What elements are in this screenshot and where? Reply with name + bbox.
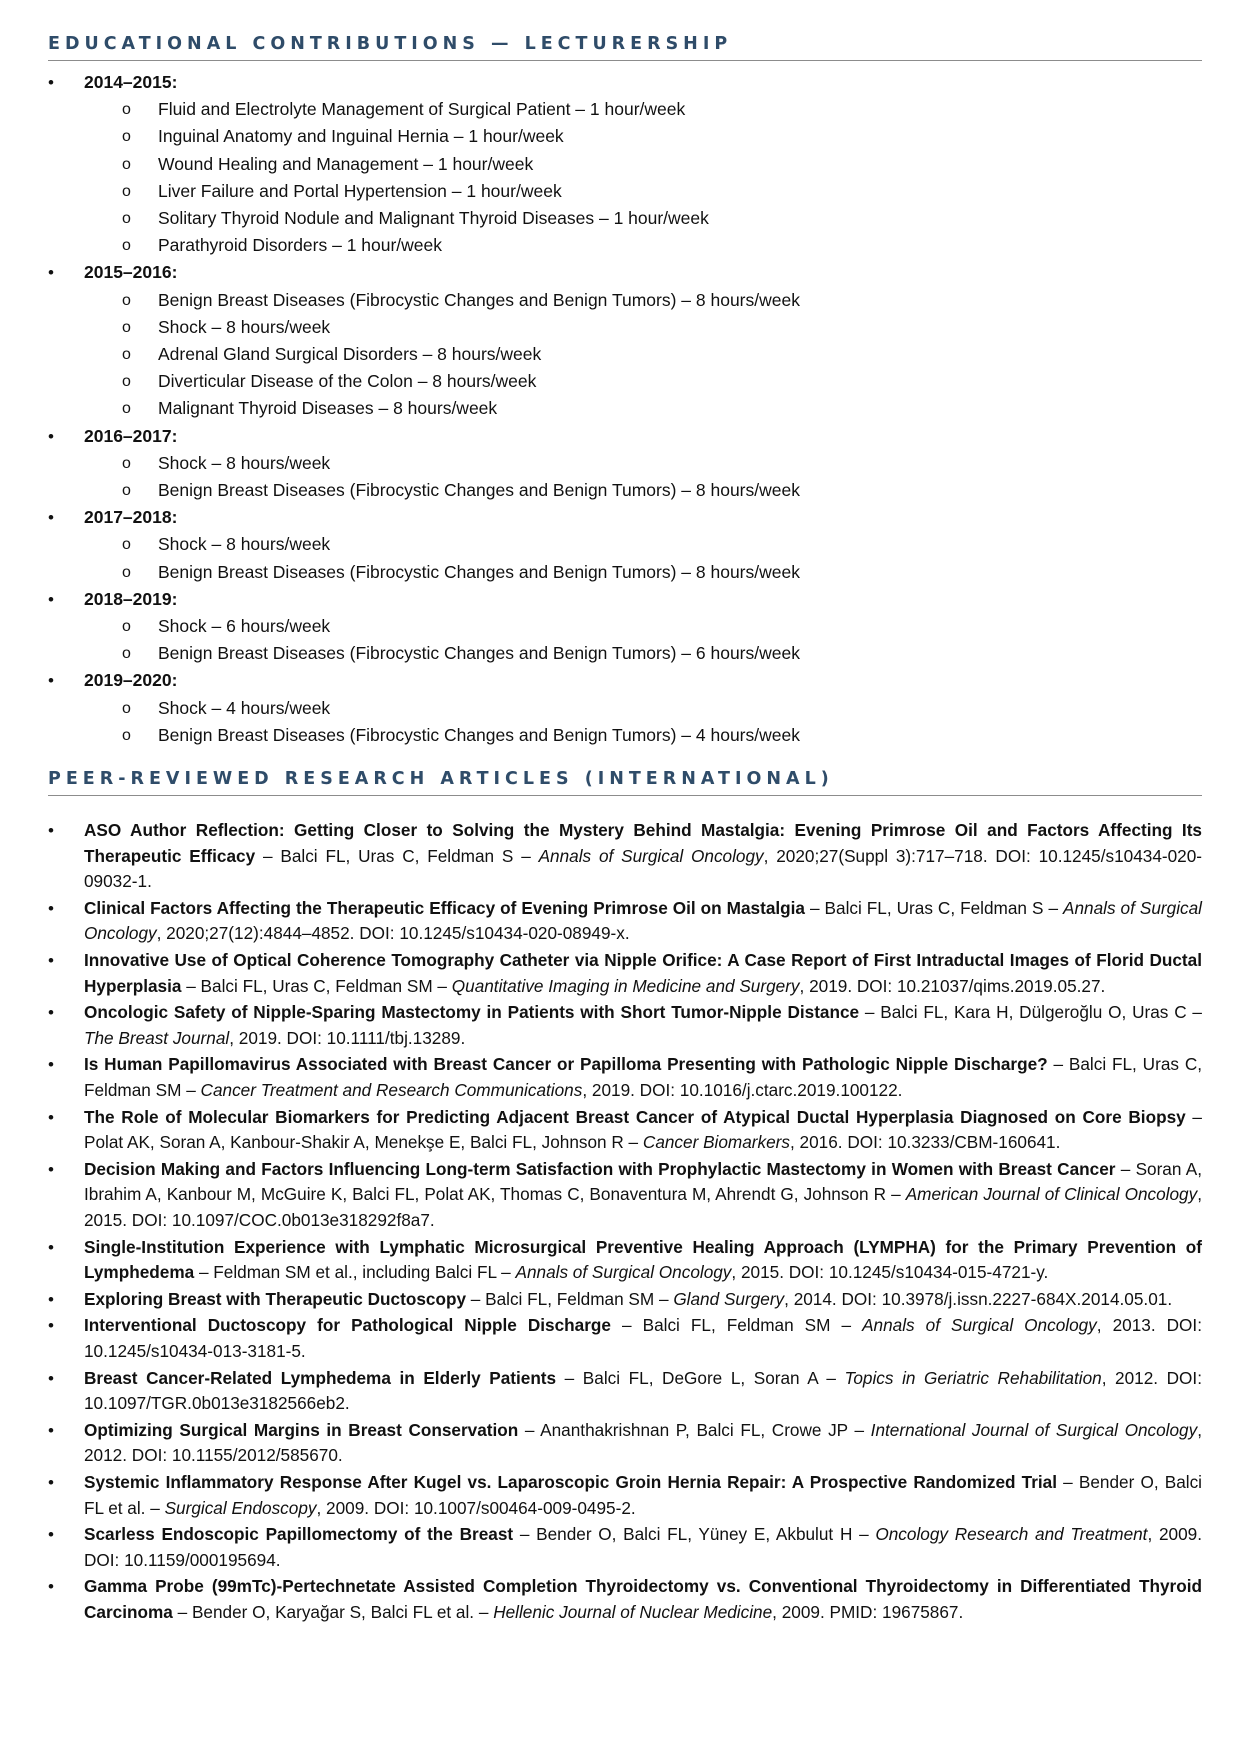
year-item [48,586,1202,668]
article-authors: – Balci FL, Uras C, Feldman SM – [84,1054,1203,1101]
sub-bullet-icon: o [122,237,131,255]
topic-item [84,477,1202,504]
article-details: , 2012. DOI: 10.1155/2012/585670. [84,1419,1202,1466]
article-title: Interventional Ductoscopy for Pathological Nipple Discharge [84,1315,611,1336]
article-authors: – Balci FL, Feldman SM – [466,1288,674,1309]
sub-bullet-icon: o [122,155,131,173]
sub-bullet-icon: o [122,645,131,663]
bullet-icon: • [48,1003,54,1023]
topic-text: Solitary Thyroid Nodule and Malignant Thyroid Diseases – 1 hour/week [158,208,709,229]
topic-item [84,232,1202,259]
article-details: , 2016. DOI: 10.3233/CBM-160641. [790,1132,1061,1153]
sub-bullet-icon: o [122,726,131,744]
topic-item [84,450,1202,477]
article-item [48,818,1202,895]
article-details: , 2009. DOI: 10.1007/s00464-009-0495-2. [316,1497,636,1518]
article-authors: – Soran A, Ibrahim A, Kanbour M, McGuire K, Balci FL, Polat AK, Thomas C, Bonaventura M, Ahrendt G, Johnson R – [84,1158,1202,1205]
article-title: Clinical Factors Affecting the Therapeutic Efficacy of Evening Primrose Oil on Mastalgia [84,897,805,918]
article-journal: Annals of Surgical Oncology [84,897,1202,944]
article-authors: – Bender O, Karyağar S, Balci FL et al. – [172,1601,494,1622]
article-item [48,1313,1202,1364]
bullet-icon: • [48,1420,54,1440]
bullet-icon: • [48,508,54,528]
year-item [48,69,1202,259]
bullet-icon: • [48,1055,54,1075]
topic-text: Adrenal Gland Surgical Disorders – 8 hours/week [158,344,542,365]
topic-item [84,531,1202,558]
article-details: , 2020;27(12):4844–4852. DOI: 10.1245/s10434-020-08949-x. [156,923,630,944]
article-journal: Cancer Biomarkers [642,1132,790,1153]
topic-text: Benign Breast Diseases (Fibrocystic Changes and Benign Tumors) – 8 hours/week [158,289,800,310]
article-details: , 2019. DOI: 10.1111/tbj.13289. [229,1027,466,1048]
article-item [48,1105,1202,1156]
article-details: , 2013. DOI: 10.1245/s10434-013-3181-5. [84,1315,1202,1361]
topic-text: Shock – 4 hours/week [158,697,331,718]
topic-item [84,151,1202,178]
bullet-icon: • [48,821,54,841]
article-item [48,1235,1202,1286]
topic-list [84,450,1202,504]
bullet-icon: • [48,1289,54,1309]
article-title: Breast Cancer-Related Lymphedema in Elderly Patients [84,1367,557,1388]
article-item [48,1000,1202,1051]
topic-list [84,96,1202,259]
sub-bullet-icon: o [122,536,131,554]
year-item [48,423,1202,505]
article-title: Decision Making and Factors Influencing Long-term Satisfaction with Prophylactic Mastectomy in Women with Breast Cancer [84,1158,1116,1179]
sub-bullet-icon: o [122,699,131,717]
article-item [48,1574,1202,1625]
article-title: Gamma Probe (99mTc)-Pertechnetate Assisted Completion Thyroidectomy vs. Conventional Thyroidectomy in Differentiated Thyroid Carcinoma [84,1576,1202,1622]
bullet-icon: • [48,589,54,609]
article-journal: Topics in Geriatric Rehabilitation [844,1367,1102,1388]
lecturership-heading: EDUCATIONAL CONTRIBUTIONS — LECTURERSHIP [48,34,1202,61]
article-details: , 2012. DOI: 10.1097/TGR.0b013e3182566eb2. [84,1367,1202,1414]
topic-text: Fluid and Electrolyte Management of Surgical Patient – 1 hour/week [158,99,686,120]
article-authors: – Polat AK, Soran A, Kanbour-Shakir A, Menekşe E, Balci FL, Johnson R – [84,1106,1202,1153]
article-journal: Cancer Treatment and Research Communications [200,1080,583,1101]
article-list [48,818,1202,1625]
article-journal: Quantitative Imaging in Medicine and Surgery [451,975,800,996]
sub-bullet-icon: o [122,454,131,472]
year-label: 2019–2020: [84,670,178,691]
article-title: Innovative Use of Optical Coherence Tomography Catheter via Nipple Orifice: A Case Report of First Intraductal Images of Florid Ductal Hyperplasia [84,950,1202,996]
article-journal: American Journal of Clinical Oncology [905,1184,1198,1205]
research-section [48,769,1202,1625]
sub-bullet-icon: o [122,373,131,391]
topic-item [84,368,1202,395]
article-details: , 2019. DOI: 10.21037/qims.2019.05.27. [799,975,1106,996]
article-authors: – Balci FL, Kara H, Dülgeroğlu O, Uras C – [859,1002,1202,1023]
bullet-icon: • [48,1159,54,1179]
sub-bullet-icon: o [122,346,131,364]
sub-bullet-icon: o [122,563,131,581]
article-details: , 2015. DOI: 10.1245/s10434-015-4721-y. [731,1262,1049,1283]
article-authors: – Ananthakrishnan P, Balci FL, Crowe JP – [518,1419,871,1440]
article-item [48,1157,1202,1234]
article-details: , 2020;27(Suppl 3):717–718. DOI: 10.1245/s10434-020-09032-1. [84,845,1203,892]
sub-bullet-icon: o [122,482,131,500]
sub-bullet-icon: o [122,182,131,200]
topic-item [84,722,1202,749]
lecturership-list [48,69,1202,749]
article-journal: Oncology Research and Treatment [875,1524,1148,1545]
topic-list [84,287,1202,423]
bullet-icon: • [48,1525,54,1545]
year-label: 2018–2019: [84,588,178,609]
topic-text: Inguinal Anatomy and Inguinal Hernia – 1 hour/week [158,126,564,147]
article-title: Is Human Papillomavirus Associated with Breast Cancer or Papilloma Presenting with Pathologic Nipple Discharge? [84,1054,1048,1075]
topic-item [84,559,1202,586]
bullet-icon: • [48,671,54,691]
cv-page [48,34,1202,1626]
topic-item [84,613,1202,640]
article-journal: Surgical Endoscopy [164,1497,317,1518]
topic-text: Diverticular Disease of the Colon – 8 hours/week [158,371,537,392]
article-item [48,896,1202,947]
topic-text: Benign Breast Diseases (Fibrocystic Changes and Benign Tumors) – 8 hours/week [158,561,800,582]
article-details: , 2009. PMID: 19675867. [772,1601,964,1622]
sub-bullet-icon: o [122,618,131,636]
topic-text: Liver Failure and Portal Hypertension – 1 hour/week [158,180,562,201]
topic-item [84,640,1202,667]
article-journal: Annals of Surgical Oncology [515,1262,732,1283]
topic-text: Shock – 6 hours/week [158,616,331,637]
article-item [48,948,1202,999]
topic-item [84,395,1202,422]
topic-item [84,341,1202,368]
topic-text: Parathyroid Disorders – 1 hour/week [158,235,443,256]
article-journal: Annals of Surgical Oncology [538,845,764,866]
article-title: Optimizing Surgical Margins in Breast Conservation [84,1419,519,1440]
article-journal: International Journal of Surgical Oncology [870,1419,1198,1440]
bullet-icon: • [48,1577,54,1597]
bullet-icon: • [48,951,54,971]
bullet-icon: • [48,898,54,918]
article-journal: Hellenic Journal of Nuclear Medicine [493,1601,773,1622]
topic-text: Malignant Thyroid Diseases – 8 hours/week [158,398,498,419]
article-details: , 2019. DOI: 10.1016/j.ctarc.2019.100122. [582,1080,903,1101]
article-authors: – Balci FL, DeGore L, Soran A – [556,1367,845,1388]
topic-item [84,205,1202,232]
sub-bullet-icon: o [122,291,131,309]
topic-text: Benign Breast Diseases (Fibrocystic Changes and Benign Tumors) – 8 hours/week [158,480,800,501]
year-item [48,259,1202,422]
article-title: The Role of Molecular Biomarkers for Predicting Adjacent Breast Cancer of Atypical Ductal Hyperplasia Diagnosed on Core Biopsy [84,1106,1186,1127]
year-label: 2015–2016: [84,262,178,283]
article-title: Systemic Inflammatory Response After Kugel vs. Laparoscopic Groin Hernia Repair: A Prospective Randomized Trial [84,1471,1058,1492]
article-title: Scarless Endoscopic Papillomectomy of the Breast [84,1524,514,1545]
topic-text: Benign Breast Diseases (Fibrocystic Changes and Benign Tumors) – 4 hours/week [158,724,800,745]
bullet-icon: • [48,263,54,283]
topic-text: Shock – 8 hours/week [158,534,331,555]
article-authors: – Bender O, Balci FL et al. – [84,1471,1202,1518]
article-details: , 2014. DOI: 10.3978/j.issn.2227-684X.2014.05.01. [784,1288,1173,1309]
topic-text: Wound Healing and Management – 1 hour/week [158,153,534,174]
article-item [48,1470,1202,1521]
article-authors: – Balci FL, Uras C, Feldman S – [805,897,1063,918]
year-label: 2017–2018: [84,507,178,528]
topic-list [84,531,1202,585]
bullet-icon: • [48,1316,54,1336]
article-item [48,1287,1202,1313]
article-journal: The Breast Journal [84,1027,230,1048]
article-authors: – Balci FL, Uras C, Feldman S – [255,845,539,866]
year-item [48,504,1202,586]
bullet-icon: • [48,426,54,446]
topic-item [84,178,1202,205]
year-item [48,667,1202,749]
article-authors: – Balci FL, Uras C, Feldman SM – [181,975,452,996]
article-title: Single-Institution Experience with Lymphatic Microsurgical Preventive Healing Approach (LYMPHA) for the Primary Prevention of Lymphedema [84,1236,1202,1283]
bullet-icon: • [48,1237,54,1257]
article-authors: – Feldman SM et al., including Balci FL – [194,1262,516,1283]
topic-text: Benign Breast Diseases (Fibrocystic Changes and Benign Tumors) – 6 hours/week [158,643,800,664]
topic-item [84,695,1202,722]
article-item [48,1522,1202,1573]
article-item [48,1052,1202,1103]
topic-text: Shock – 8 hours/week [158,316,331,337]
year-label: 2014–2015: [84,72,178,92]
sub-bullet-icon: o [122,101,131,119]
bullet-icon: • [48,1472,54,1492]
article-title: Exploring Breast with Therapeutic Ductoscopy [84,1288,467,1309]
article-authors: – Balci FL, Feldman SM – [610,1315,863,1336]
sub-bullet-icon: o [122,400,131,418]
bullet-icon: • [48,1107,54,1127]
article-title: ASO Author Reflection: Getting Closer to Solving the Mystery Behind Mastalgia: Evening Primrose Oil and Factors Affecting Its Therapeutic Efficacy [84,820,1202,866]
topic-item [84,96,1202,123]
article-journal: Annals of Surgical Oncology [862,1315,1097,1336]
article-item [48,1366,1202,1417]
bullet-icon: • [48,1368,54,1388]
article-details: , 2015. DOI: 10.1097/COC.0b013e318292f8a7. [84,1184,1202,1230]
article-item [48,1418,1202,1469]
sub-bullet-icon: o [122,128,131,146]
topic-list [84,613,1202,667]
bullet-icon: • [48,73,54,92]
article-authors: – Bender O, Balci FL, Yüney E, Akbulut H – [513,1524,876,1545]
sub-bullet-icon: o [122,318,131,336]
topic-text: Shock – 8 hours/week [158,452,331,473]
article-title: Oncologic Safety of Nipple-Sparing Mastectomy in Patients with Short Tumor-Nipple Distance [84,1002,860,1023]
topic-item [84,314,1202,341]
research-heading: PEER-REVIEWED RESEARCH ARTICLES (INTERNATIONAL) [48,769,1202,796]
article-details: , 2009. DOI: 10.1159/000195694. [84,1524,1202,1570]
article-journal: Gland Surgery [673,1288,785,1309]
topic-list [84,695,1202,749]
topic-item [84,123,1202,150]
year-label: 2016–2017: [84,425,178,446]
sub-bullet-icon: o [122,210,131,228]
topic-item [84,287,1202,314]
